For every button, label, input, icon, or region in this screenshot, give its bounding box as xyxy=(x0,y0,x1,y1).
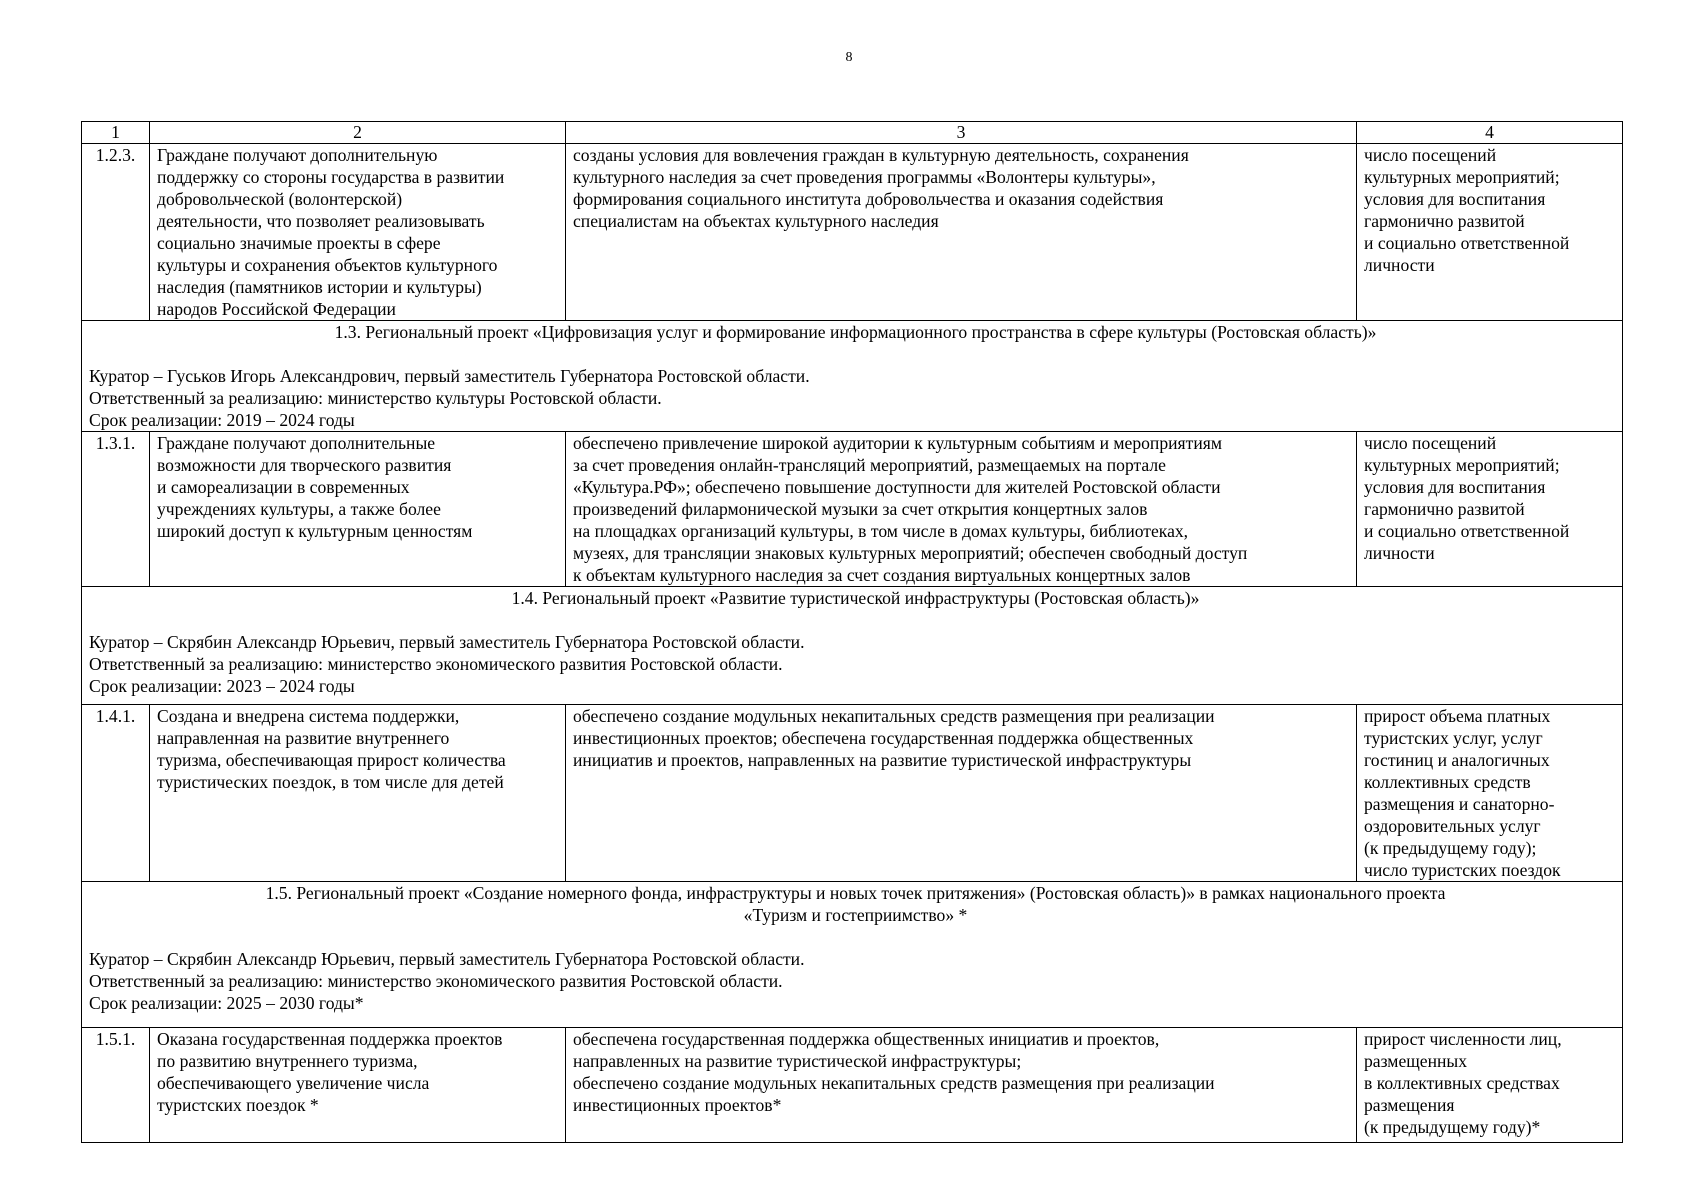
task-cell: Граждане получают дополнительную поддержку со стороны государства в развитии добровольческой (волонтерской) деятельности, что позволяет реализовывать социально значимые проекты в сфере культуры и сохранения объектов культурного наследия (памятников истории и культуры) народов Российской Федерации xyxy=(150,144,566,321)
task-cell: Оказана государственная поддержка проектов по развитию внутреннего туризма, обеспечивающего увеличение числа туристских поездок * xyxy=(150,1028,566,1143)
task-cell: Создана и внедрена система поддержки, направленная на развитие внутреннего туризма, обеспечивающая прирост количества туристических поездок, в том числе для детей xyxy=(150,705,566,882)
column-header-4: 4 xyxy=(1357,122,1623,144)
task-cell: Граждане получают дополнительные возможности для творческого развития и самореализации в современных учреждениях культуры, а также более широкий доступ к культурным ценностям xyxy=(150,432,566,587)
section-title: 1.4. Региональный проект «Развитие туристической инфраструктуры (Ростовская область)» xyxy=(511,588,1200,608)
table-row-1-4-1 xyxy=(82,705,1623,882)
effect-cell: обеспечено привлечение широкой аудитории к культурным событиям и мероприятиям за счет проведения онлайн-трансляций мероприятий, размещаемых на портале «Культура.РФ»; обеспечено повышение доступности для жителей Ростовской области произведений филармонической музыки за счет открытия концертных залов на площадках организаций культуры, в том числе в домах культуры, библиотеках, музеях, для трансляции знаковых культурных мероприятий; обеспечен свободный доступ к объектам культурного наследия за счет создания виртуальных концертных залов xyxy=(566,432,1357,587)
section-row-1-4 xyxy=(82,587,1623,705)
table-row-1-5-1 xyxy=(82,1028,1623,1143)
section-curator: Куратор – Скрябин Александр Юрьевич, первый заместитель Губернатора Ростовской области. xyxy=(89,949,805,969)
section-period: Срок реализации: 2025 – 2030 годы* xyxy=(89,993,364,1013)
indicator-cell: число посещений культурных мероприятий; условия для воспитания гармонично развитой и социально ответственной личности xyxy=(1357,432,1623,587)
row-number: 1.4.1. xyxy=(82,705,150,882)
effect-cell: обеспечена государственная поддержка общественных инициатив и проектов, направленных на развитие туристической инфраструктуры; обеспечено создание модульных некапитальных средств размещения при реализации инвестиционных проектов* xyxy=(566,1028,1357,1143)
section-period: Срок реализации: 2023 – 2024 годы xyxy=(89,676,355,696)
table-header-row xyxy=(82,122,1623,144)
section-title-line-2: «Туризм и гостеприимство» * xyxy=(743,905,968,925)
column-header-1: 1 xyxy=(82,122,150,144)
indicator-cell: прирост объема платных туристских услуг, услуг гостиниц и аналогичных коллективных средств размещения и санаторно- оздоровительных услуг (к предыдущему году); число туристских поездок xyxy=(1357,705,1623,882)
section-title-line-1: 1.5. Региональный проект «Создание номерного фонда, инфраструктуры и новых точек притяжения» (Ростовская область)» в рамках национального проекта xyxy=(265,883,1446,903)
section-row-1-3 xyxy=(82,321,1623,432)
indicator-cell: прирост численности лиц, размещенных в коллективных средствах размещения (к предыдущему году)* xyxy=(1357,1028,1623,1143)
project-table xyxy=(81,121,1623,1143)
indicator-cell: число посещений культурных мероприятий; условия для воспитания гармонично развитой и социально ответственной личности xyxy=(1357,144,1623,321)
section-row-1-5 xyxy=(82,882,1623,1028)
page-number: 8 xyxy=(845,50,853,65)
section-responsible: Ответственный за реализацию: министерство экономического развития Ростовской области. xyxy=(89,654,783,674)
section-responsible: Ответственный за реализацию: министерство культуры Ростовской области. xyxy=(89,388,662,408)
section-curator: Куратор – Скрябин Александр Юрьевич, первый заместитель Губернатора Ростовской области. xyxy=(89,632,805,652)
table-row-1-2-3 xyxy=(82,144,1623,321)
section-curator: Куратор – Гуськов Игорь Александрович, первый заместитель Губернатора Ростовской области. xyxy=(89,366,810,386)
row-number: 1.3.1. xyxy=(82,432,150,587)
section-1-4 xyxy=(82,587,1623,705)
section-title: 1.3. Региональный проект «Цифровизация услуг и формирование информационного пространства в сфере культуры (Ростовская область)» xyxy=(334,322,1377,342)
column-header-3: 3 xyxy=(566,122,1357,144)
section-responsible: Ответственный за реализацию: министерство экономического развития Ростовской области. xyxy=(89,971,783,991)
table-row-1-3-1 xyxy=(82,432,1623,587)
row-number: 1.2.3. xyxy=(82,144,150,321)
section-1-5 xyxy=(82,882,1623,1028)
section-1-3 xyxy=(82,321,1623,432)
effect-cell: обеспечено создание модульных некапитальных средств размещения при реализации инвестиционных проектов; обеспечена государственная поддержка общественных инициатив и проектов, направленных на развитие туристической инфраструктуры xyxy=(566,705,1357,882)
effect-cell: созданы условия для вовлечения граждан в культурную деятельность, сохранения культурного наследия за счет проведения программы «Волонтеры культуры», формирования социального института добровольчества и оказания содействия специалистам на объектах культурного наследия xyxy=(566,144,1357,321)
row-number: 1.5.1. xyxy=(82,1028,150,1143)
column-header-2: 2 xyxy=(150,122,566,144)
section-period: Срок реализации: 2019 – 2024 годы xyxy=(89,410,355,430)
